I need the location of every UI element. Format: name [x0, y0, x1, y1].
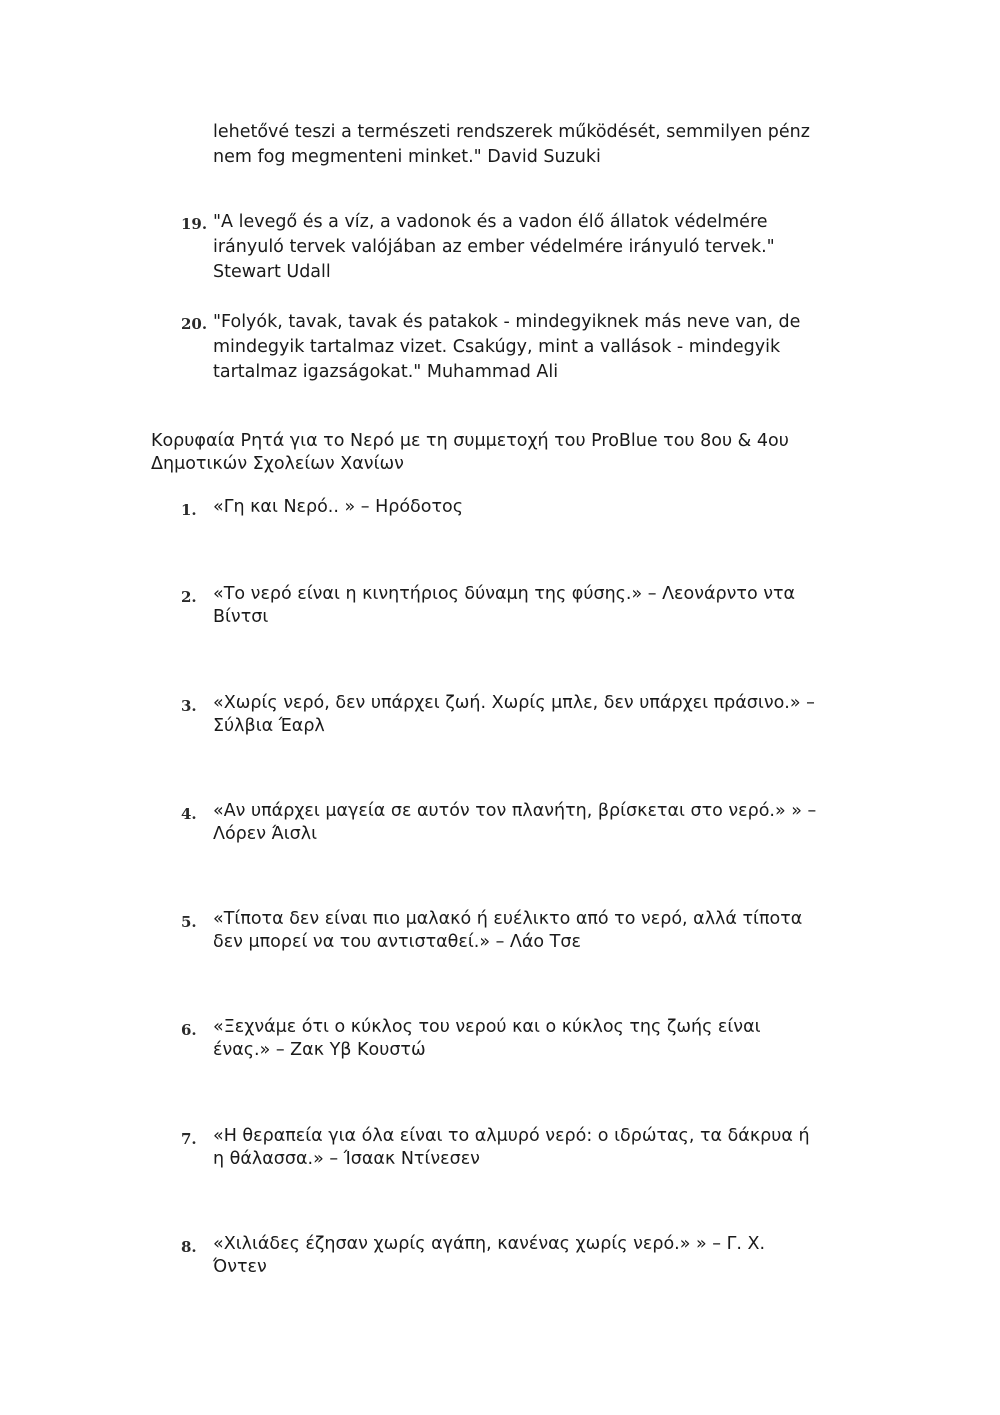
list-item-line: Σύλβια Έαρλ — [213, 716, 325, 736]
list-number: 1. — [181, 501, 197, 519]
list-item-line: δεν μπορεί να του αντισταθεί.» – Λάο Τσε — [213, 932, 581, 952]
quote-number: 20. — [181, 315, 208, 333]
quote-line: nem fog megmenteni minket." David Suzuki — [213, 147, 601, 167]
list-item-line: Βίντσι — [213, 607, 269, 627]
list-number: 2. — [181, 588, 197, 606]
list-number: 8. — [181, 1238, 197, 1256]
list-item-line: Λόρεν Άισλι — [213, 824, 317, 844]
quote-line: "A levegő és a víz, a vadonok és a vadon élő állatok védelmére — [213, 212, 768, 232]
quote-line: lehetővé teszi a természeti rendszerek működését, semmilyen pénz — [213, 122, 810, 142]
list-item-line: ένας.» – Ζακ Υβ Κουστώ — [213, 1040, 426, 1060]
heading-line: Δημοτικών Σχολείων Χανίων — [151, 454, 404, 474]
list-item-line: «Η θεραπεία για όλα είναι το αλμυρό νερό: ο ιδρώτας, τα δάκρυα ή — [213, 1126, 810, 1146]
list-item-line: Όντεν — [213, 1257, 267, 1277]
quote-line: "Folyók, tavak, tavak és patakok - mindegyiknek más neve van, de — [213, 312, 801, 332]
list-item-line: «Ξεχνάμε ότι ο κύκλος του νερού και ο κύκλος της ζωής είναι — [213, 1017, 761, 1037]
quote-number: 19. — [181, 215, 208, 233]
list-number: 3. — [181, 697, 197, 715]
quote-line: irányuló tervek valójában az ember védelmére irányuló tervek." — [213, 237, 775, 257]
list-number: 5. — [181, 913, 197, 931]
list-item-line: «Αν υπάρχει μαγεία σε αυτόν τον πλανήτη, βρίσκεται στο νερό.» » – — [213, 801, 817, 821]
list-number: 7. — [181, 1130, 197, 1148]
list-item-line: «Το νερό είναι η κινητήριος δύναμη της φύσης.» – Λεονάρντο ντα — [213, 584, 796, 604]
quote-line: Stewart Udall — [213, 262, 331, 282]
heading-line: Κορυφαία Ρητά για το Νερό με τη συμμετοχή του ProBlue του 8ου & 4ου — [151, 431, 789, 451]
list-number: 4. — [181, 805, 197, 823]
quote-line: mindegyik tartalmaz vizet. Csakúgy, mint a vallások - mindegyik — [213, 337, 781, 357]
list-item-line: η θάλασσα.» – Ίσαακ Ντίνεσεν — [213, 1149, 480, 1169]
quote-line: tartalmaz igazságokat." Muhammad Ali — [213, 362, 559, 382]
list-item-line: «Τίποτα δεν είναι πιο μαλακό ή ευέλικτο από το νερό, αλλά τίποτα — [213, 909, 803, 929]
list-number: 6. — [181, 1021, 197, 1039]
list-item-line: «Χωρίς νερό, δεν υπάρχει ζωή. Χωρίς μπλε, δεν υπάρχει πράσινο.» – — [213, 693, 815, 713]
list-item-line: «Γη και Νερό.. » – Ηρόδοτος — [213, 497, 463, 517]
list-item-line: «Χιλιάδες έζησαν χωρίς αγάπη, κανένας χωρίς νερό.» » – Γ. Χ. — [213, 1234, 766, 1254]
